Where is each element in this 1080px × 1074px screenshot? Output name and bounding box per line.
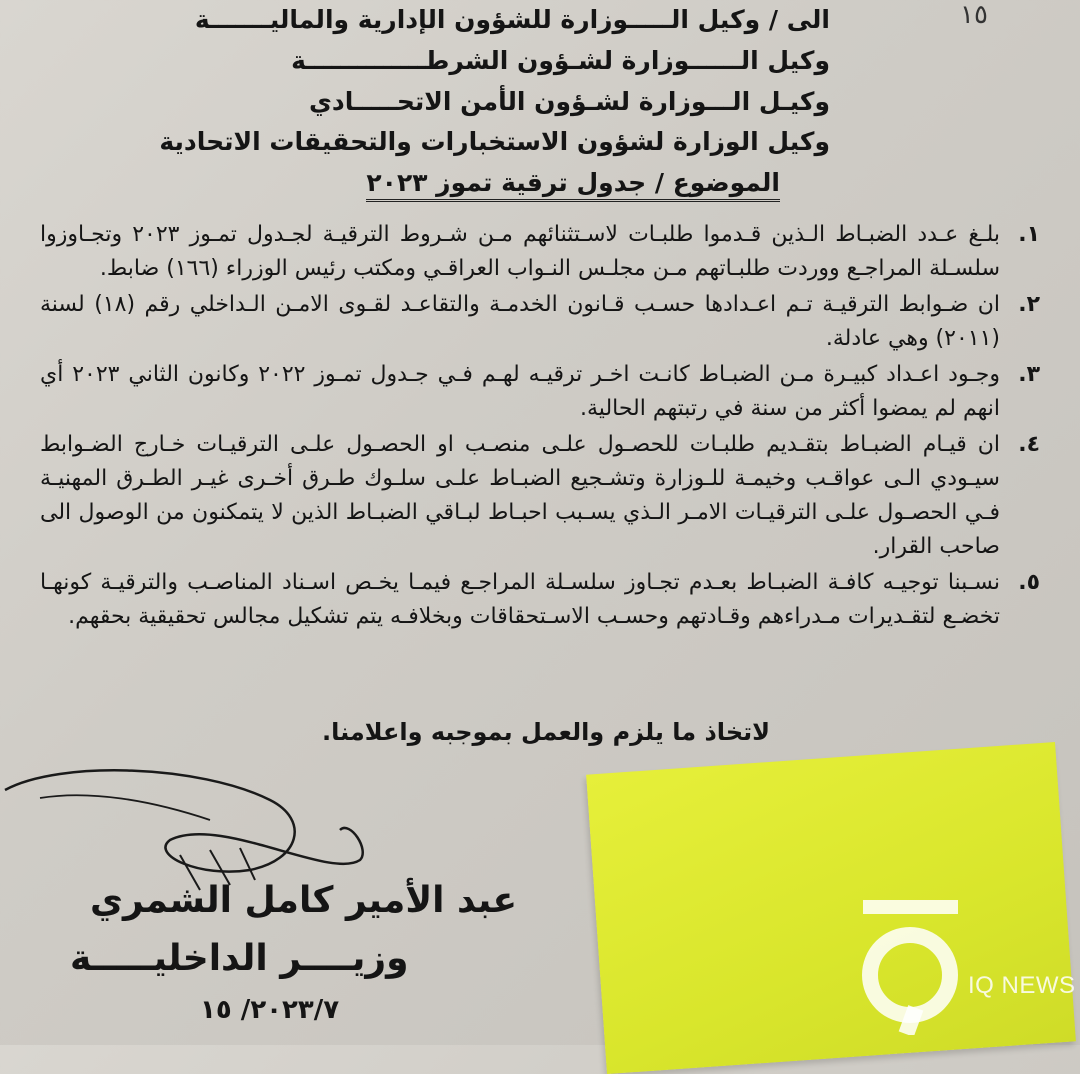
item-number: ١. (1018, 222, 1040, 247)
list-item (40, 428, 1040, 564)
handwritten-number-mark: ١٥ (960, 0, 988, 30)
sticky-note (586, 742, 1076, 1074)
item-number: ٤. (1018, 432, 1040, 457)
item-text: ان قيـام الضبـاط بتقـديم طلبـات للحصـول علـى منصـب او الحصـول علـى الترقيـات خـارج الضـوابط سيـودي الـى عواقـب وخيمـة للـوزارة وتشـجيع الضبـاط علـى سلـوك طـرق أخـرى غيـر الطـرق المهنيـة فـي الحصـول علـى الترقيـات الامـر الـذي يسـبب احبـاط لبـاقي الضبـاط الذين لا يتمكنون من الوصول الى صاحب القرار. (40, 432, 1000, 559)
list-item (40, 218, 1040, 286)
signatory-name: عبد الأمير كامل الشمري (90, 880, 518, 921)
addressee-line-3: وكيـل الـــوزارة لشـؤون الأمن الاتحـــــادي (308, 87, 830, 116)
handwritten-signature (0, 760, 420, 900)
item-number: ٢. (1018, 292, 1040, 317)
item-text: وجـود اعـداد كبيـرة مـن الضبـاط كانـت اخـر ترقيـه لهـم فـي جـدول تمـوز ٢٠٢٢ وكانون الثاني ٢٠٢٣ أي انهم لم يمضوا أكثر من سنة في رتبتهم الحالية. (40, 362, 1001, 421)
iq-news-logo-icon (855, 895, 965, 1035)
signature-date: ٢٠٢٣/٧/ ١٥ (200, 995, 340, 1025)
item-text: بلـغ عـدد الضبـاط الـذين قـدموا طلبـات لاسـتثنائهم مـن شـروط الترقيـة لجـدول تمـوز ٢٠٢٣ وتجـاوزوا سلسـلة المراجـع ووردت طلبـاتهم مـن مجلـس النـواب العراقـي ومكتب رئيس الوزراء (١٦٦) ضابط. (40, 222, 1000, 281)
item-text: نسـبنا توجيـه كافـة الضبـاط بعـدم تجـاوز سلسـلة المراجـع فيمـا يخـص اسـناد المناصـب والترقيـة كونهـا تخضـع لتقـديرات مـدراءهم وقـادتهم وحسـب الاسـتحقاقات وبخلافـه يتم تشكيل مجالس تحقيقية بحقهم. (40, 570, 1000, 629)
addressee-line-1: الى / وكيل الـــــوزارة للشؤون الإدارية والماليـــــــة (194, 5, 830, 34)
subject-line: الموضوع / جدول ترقية تموز ٢٠٢٣ (366, 168, 780, 202)
signatory-title: وزيــــر الداخليـــــة (70, 938, 409, 979)
item-number: ٥. (1018, 570, 1040, 595)
item-text: ان ضـوابط الترقيـة تـم اعـدادها حسـب قـانون الخدمـة والتقاعـد لقـوى الامـن الـداخلي رقم (١٨) لسنة (٢٠١١) وهي عادلة. (40, 292, 1000, 351)
letter-body (40, 218, 1040, 636)
item-number: ٣. (1018, 362, 1040, 387)
list-item (40, 288, 1040, 356)
watermark-text: IQ NEWS (968, 972, 1076, 999)
list-item (40, 358, 1040, 426)
closing-line: لاتخاذ ما يلزم والعمل بموجبه واعلامنا. (321, 718, 770, 746)
addressee-line-2: وكيل الــــــوزارة لشـؤون الشرطــــــــــــــة (291, 46, 830, 75)
list-item (40, 566, 1040, 634)
addressee-line-4: وكيل الوزارة لشؤون الاستخبارات والتحقيقات الاتحادية (159, 127, 830, 156)
